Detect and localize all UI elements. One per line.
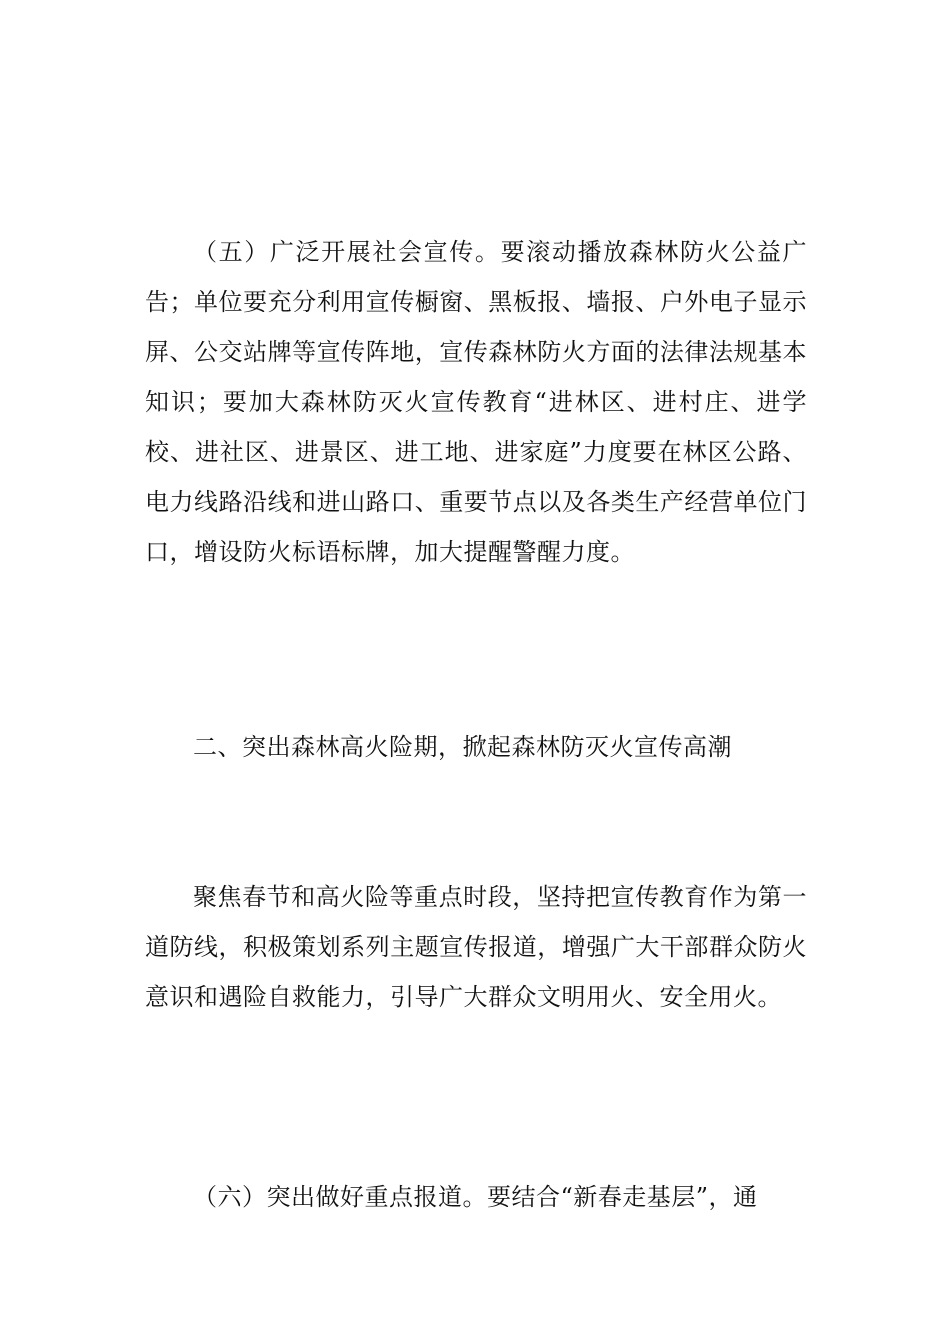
section-heading-two: 二、突出森林高火险期，掀起森林防灭火宣传高潮 xyxy=(193,733,732,761)
paragraph-section-six: （六）突出做好重点报道。要结合“新春走基层”，通 xyxy=(193,1183,758,1211)
paragraph-focus-period: 聚焦春节和高火险等重点时段，坚持把宣传教育作为第一道防线，积极策划系列主题宣传报道，增强广大干部群众防火意识和遇险自救能力，引导广大群众文明用火、安全用火。 xyxy=(145,883,807,1011)
paragraph-section-five: （五）广泛开展社会宣传。要滚动播放森林防火公益广告；单位要充分利用宣传橱窗、黑板报、墙报、户外电子显示屏、公交站牌等宣传阵地，宣传森林防火方面的法律法规基本知识；要加大森林防灭火宣传教育“进林区、进村庄、进学校、进社区、进景区、进工地、进家庭”力度要在林区公路、电力线路沿线和进山路口、重要节点以及各类生产经营单位门口，增设防火标语标牌，加大提醒警醒力度。 xyxy=(145,238,807,566)
